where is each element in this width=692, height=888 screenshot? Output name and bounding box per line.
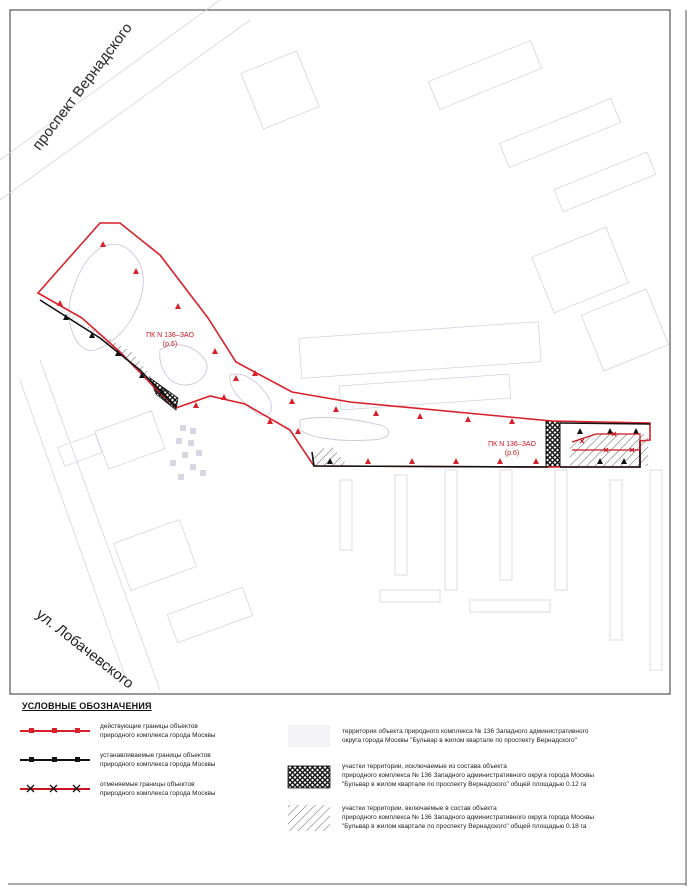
legend-excluded-line3: "Бульвар в жилом квартале по проспекту Вернадского" общей площадью 0.12 га	[342, 781, 587, 788]
legend-established-line2: природного комплекса города Москвы	[100, 761, 216, 768]
legend-territory-text	[342, 727, 588, 745]
legend-cancelled-text	[100, 780, 215, 798]
pk-label-west	[135, 331, 205, 349]
pk-label-east-title: ПК N 136–ЗАО	[488, 441, 536, 448]
legend-included-text	[342, 804, 594, 831]
pk-label-west-title: ПК N 136–ЗАО	[146, 332, 194, 339]
legend-territory-line2: округа города Москвы "Бульвар в жилом квартале по проспекту Вернадского"	[342, 737, 577, 744]
legend-existing-line1: действующие границы объектов	[100, 723, 198, 730]
legend-included-line3: "Бульвар в жилом квартале по проспекту Вернадского" общей площадью 0.18 га	[342, 823, 587, 830]
legend-excluded-text	[342, 762, 594, 789]
map-border	[10, 10, 670, 694]
legend-title: УСЛОВНЫЕ ОБОЗНАЧЕНИЯ	[22, 701, 152, 711]
legend-cancelled-line2: природного комплекса города Москвы	[100, 790, 216, 797]
legend-existing-line2: природного комплекса города Москвы	[100, 732, 216, 739]
building-cluster	[170, 425, 206, 480]
pk-label-east-sub: (р.6)	[504, 450, 520, 457]
legend-symbols	[20, 725, 330, 831]
legend-established-text	[100, 751, 215, 769]
legend-existing-text	[100, 722, 215, 740]
street-label-lobachevsky: ул. Лобачевского	[32, 605, 137, 693]
legend-established-line1: устанавливаемые границы объектов	[100, 752, 211, 759]
pk-label-west-sub: (р.6)	[162, 341, 178, 348]
legend-excluded-line1: участки территории, исключаемые из состава объекта	[342, 763, 507, 770]
legend-territory-line1: территория объекта природного комплекса № 136 Западного административного	[342, 728, 589, 735]
legend-included-line2: природного комплекса № 136 Западного административного округа города Москвы	[342, 814, 595, 821]
park-paths	[69, 244, 389, 440]
legend-included-line1: участки территории, включаемые в состав объекта	[342, 805, 497, 812]
legend-cancelled-line1: отменяемые границы объектов	[100, 781, 195, 788]
pk-label-east	[474, 440, 550, 458]
legend-excluded-line2: природного комплекса № 136 Западного административного округа города Москвы	[342, 772, 595, 779]
street-label-vernadsky: проспект Вернадского	[29, 19, 136, 154]
